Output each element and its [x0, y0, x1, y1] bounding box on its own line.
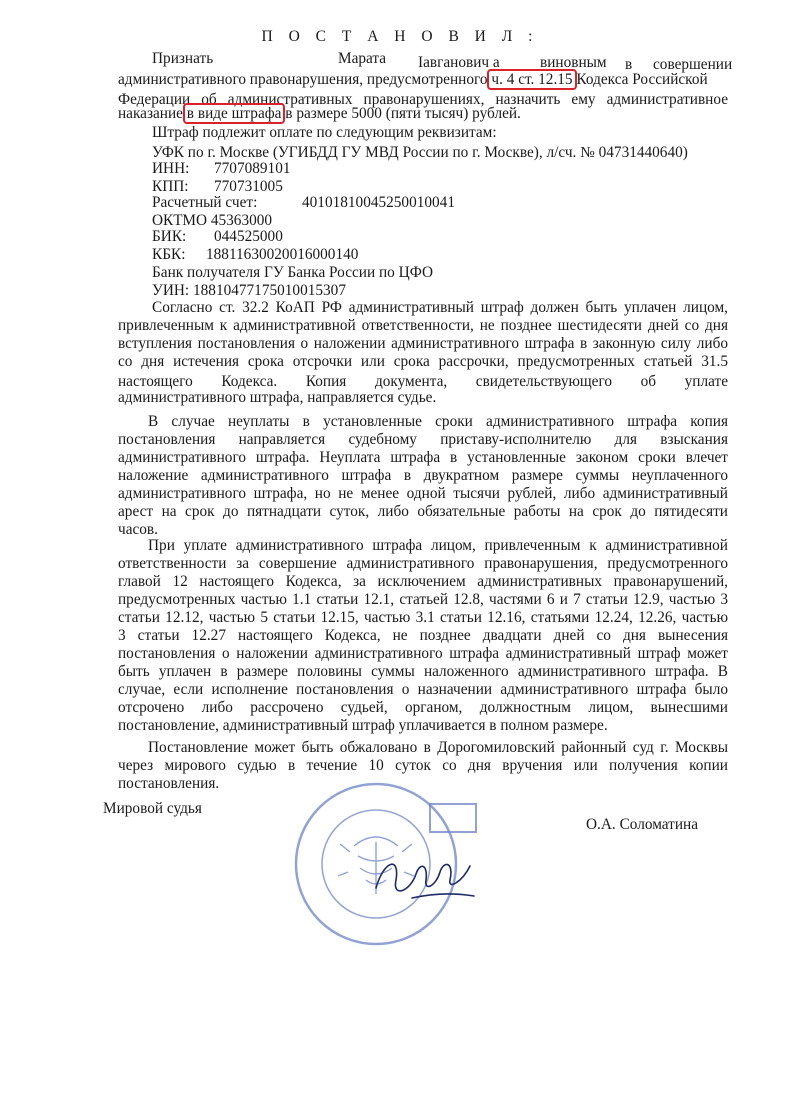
inn-label: ИНН:	[152, 160, 190, 177]
highlight-fine: в виде штрафа	[183, 103, 286, 124]
bank-line: Банк получателя ГУ Банка России по ЦФО	[152, 264, 434, 281]
decision-line-2	[118, 72, 728, 88]
decision-word-admit: Признать	[152, 50, 214, 67]
p1-line: настоящего Кодекса. Копия документа, свидетельствующего об уплате	[118, 373, 728, 390]
account-value: 40101810045250010041	[302, 194, 455, 211]
p2-line: арест на срок до пятнадцати суток, либо обязательные работы на срок до пятидесяти	[118, 503, 728, 520]
decision-patronymic: Іавганович а	[418, 54, 500, 71]
decision-heading: П О С Т А Н О В И Л :	[261, 28, 539, 45]
p2-line: часов.	[118, 521, 158, 538]
decision-line-4-post: в размере 5000 (пяти тысяч) рублей.	[285, 105, 521, 122]
stamp-frame	[430, 804, 476, 832]
judge-role: Мировой судья	[103, 800, 202, 817]
decision-word-commit: совершении	[653, 56, 733, 73]
p3-line: быть уплачен в размере половины суммы наложенного административного штрафа. В	[118, 663, 728, 680]
decision-line-3: Федерации об административных правонарушениях, назначить ему административное	[118, 91, 728, 108]
highlight-article: ч. 4 ст. 12.15	[487, 69, 576, 90]
kbk-value: 18811630020016000140	[206, 246, 359, 263]
p1-line: административного штрафа, направляется судье.	[118, 389, 437, 406]
account-label: Расчетный счет:	[152, 194, 258, 211]
p3-line: случае, если исполнение постановления о назначении административного штрафа было	[118, 681, 728, 698]
p3-line: отсрочено либо рассрочено судьей, органом, должностным лицом, вынесшими	[118, 699, 728, 716]
bik-label: БИК:	[152, 228, 187, 245]
judge-name: О.А. Соломатина	[586, 816, 699, 833]
p2-line: постановления направляется судебному приставу-исполнителю для взыскания	[118, 431, 728, 448]
p1-line: привлеченным к административной ответственности, не позднее шестидесяти дней со дня	[118, 317, 728, 334]
payment-intro: Штраф подлежит оплате по следующим реквизитам:	[152, 124, 497, 141]
p1-line: вступления постановления о наложении административного штрафа в законную силу либо	[118, 335, 728, 352]
p3-line: ответственности за совершение административного правонарушения, предусмотренного	[118, 555, 728, 572]
decision-word-guilty: виновным	[540, 54, 607, 71]
inn-value: 7707089101	[214, 160, 291, 177]
p3-line: постановления о наложении административного штрафа административный штраф может	[118, 645, 728, 662]
handwritten-signature	[370, 840, 480, 910]
p3-line: 3 статьи 12.27 настоящего Кодекса, не позднее двадцати дней со дня вынесения	[118, 627, 728, 644]
p2-line: административного штрафа. Неуплата штрафа в установленные законом сроки влечет	[118, 449, 728, 466]
decision-word-in: в	[625, 56, 633, 73]
decision-first-name: Марата	[338, 50, 387, 67]
p2-line: административного штрафа, но не менее одной тысячи рублей, либо административный	[118, 485, 728, 502]
kpp-label: КПП:	[152, 178, 189, 195]
p3-line: статьи 12.12, частью 5 статьи 12.15, частью 3.1 статьи 12.16, статьями 12.24, 12.26, частью	[118, 609, 728, 626]
bik-value: 044525000	[214, 228, 283, 245]
p3-line: главой 12 настоящего Кодекса, за исключением административных правонарушений,	[118, 573, 728, 590]
uin-line: УИН: 18810477175010015307	[152, 282, 346, 299]
p2-line: В случае неуплаты в установленные сроки административного штрафа копия	[148, 413, 728, 430]
p4-line: Постановление может быть обжаловано в Дорогомиловский районный суд г. Москвы	[148, 739, 728, 756]
p3-line: При уплате административного штрафа лицом, привлеченным к административной	[148, 537, 728, 554]
kbk-label: КБК:	[152, 246, 186, 263]
payment-recipient: УФК по г. Москве (УГИБДД ГУ МВД России по г. Москве), л/сч. № 04731440640)	[152, 144, 688, 161]
decision-line-2-post: Кодекса Российской	[576, 71, 708, 88]
kpp-value: 770731005	[214, 178, 283, 195]
p2-line: наложение административного штрафа в двукратном размере суммы неуплаченного	[118, 467, 728, 484]
oktmo-line: ОКТМО 45363000	[152, 212, 273, 229]
decision-line-2-pre: административного правонарушения, предусмотренного	[118, 71, 488, 88]
p4-line: через мирового судью в течение 10 суток со дня вручения или получения копии	[118, 757, 728, 774]
decision-line-4-pre: наказание	[118, 105, 183, 122]
p3-line: постановление, административный штраф уплачивается в полном размере.	[118, 717, 608, 734]
p1-line: со дня истечения срока отсрочки или срока рассрочки, предусмотренных статьей 31.5	[118, 353, 728, 370]
p3-line: предусмотренных частью 1.1 статьи 12.1, статьей 12.8, частями 6 и 7 статьи 12.9, частью 3	[118, 591, 728, 608]
decision-line-4	[118, 106, 728, 122]
p1-line: Согласно ст. 32.2 КоАП РФ административный штраф должен быть уплачен лицом,	[152, 299, 728, 316]
p4-line: постановления.	[118, 775, 220, 792]
